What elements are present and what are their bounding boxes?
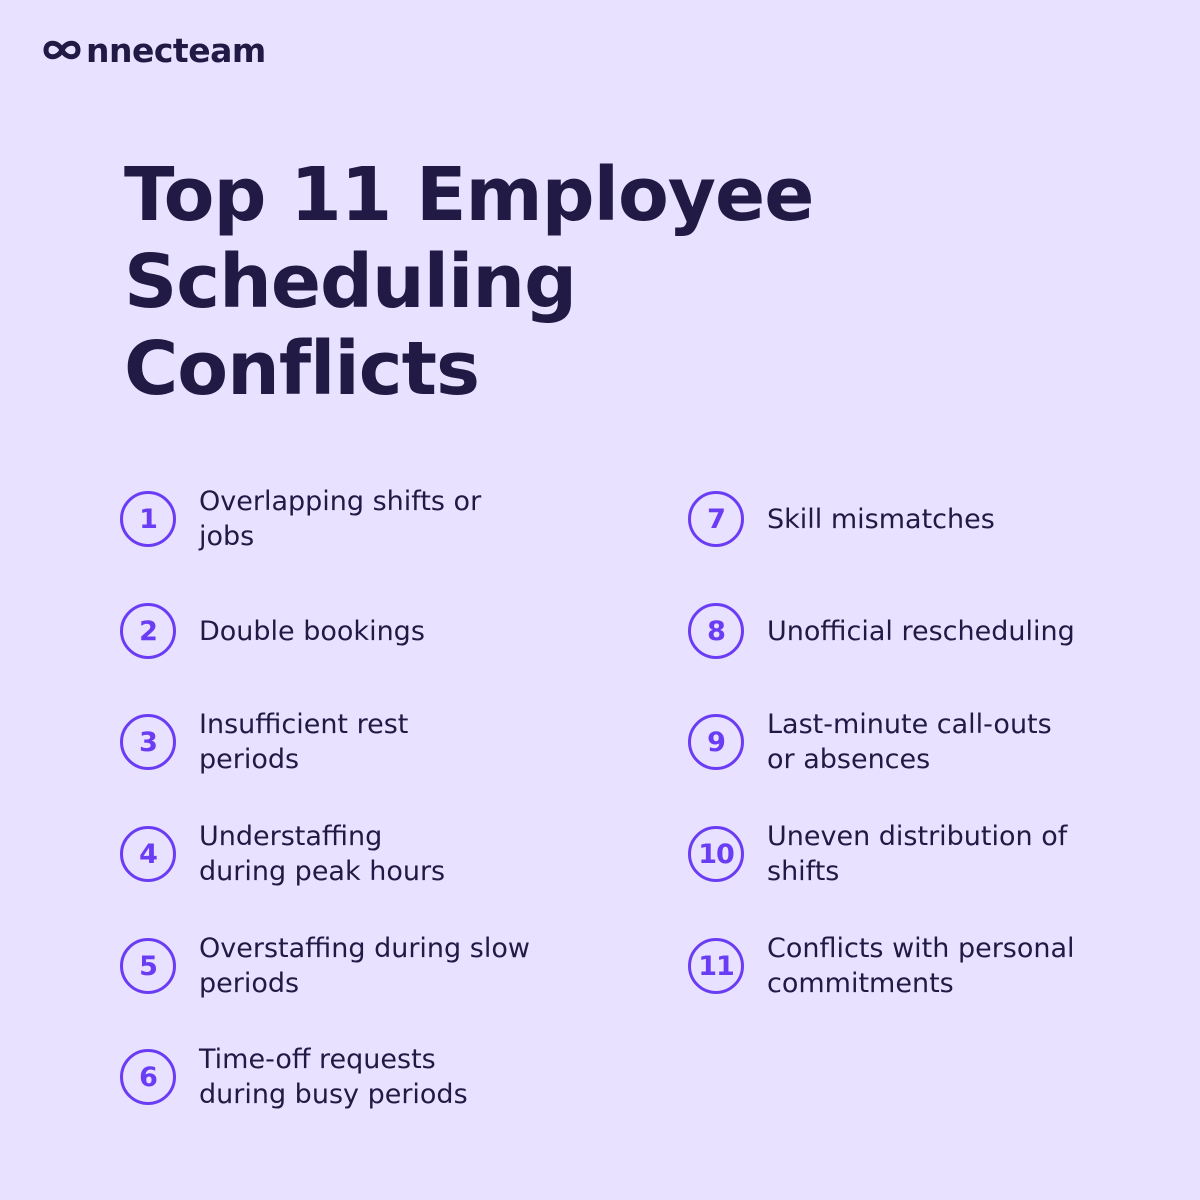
list-item bbox=[120, 709, 409, 775]
number-badge: 2 bbox=[120, 603, 176, 659]
list-item bbox=[120, 603, 425, 659]
number-badge: 7 bbox=[688, 491, 744, 547]
page-title bbox=[124, 152, 884, 413]
logo-wordmark: nnecteam bbox=[86, 30, 266, 70]
list-item bbox=[688, 821, 1068, 887]
number-badge: 8 bbox=[688, 603, 744, 659]
title-line: Top 11 Employee bbox=[124, 152, 814, 238]
list-item bbox=[120, 1044, 468, 1110]
connecteam-logo-icon bbox=[40, 35, 84, 65]
item-label: Uneven distribution of shifts bbox=[767, 821, 1068, 887]
list-item bbox=[688, 933, 1075, 999]
number-badge: 10 bbox=[688, 826, 744, 882]
number-badge: 5 bbox=[120, 938, 176, 994]
item-label: Insufficient rest periods bbox=[199, 709, 409, 775]
number-badge: 9 bbox=[688, 714, 744, 770]
item-label: Time-off requests during busy periods bbox=[199, 1044, 468, 1110]
item-label: Understaffing during peak hours bbox=[199, 821, 446, 887]
list-item bbox=[120, 821, 446, 887]
title-line: Conflicts bbox=[124, 326, 480, 412]
list-item bbox=[688, 709, 1052, 775]
number-badge: 3 bbox=[120, 714, 176, 770]
item-label: Overstaffing during slow periods bbox=[199, 933, 530, 999]
title-line: Scheduling bbox=[124, 239, 577, 325]
item-label: Overlapping shifts or jobs bbox=[199, 486, 482, 552]
list-item bbox=[688, 603, 1075, 659]
item-label: Double bookings bbox=[199, 615, 425, 647]
number-badge: 1 bbox=[120, 491, 176, 547]
item-label: Unofficial rescheduling bbox=[767, 615, 1075, 647]
list-item bbox=[120, 933, 530, 999]
item-label: Conflicts with personal commitments bbox=[767, 933, 1075, 999]
item-label: Last-minute call-outs or absences bbox=[767, 709, 1052, 775]
connecteam-logo bbox=[40, 28, 266, 72]
number-badge: 6 bbox=[120, 1049, 176, 1105]
list-item bbox=[120, 486, 482, 552]
number-badge: 11 bbox=[688, 938, 744, 994]
item-label: Skill mismatches bbox=[767, 503, 995, 535]
number-badge: 4 bbox=[120, 826, 176, 882]
list-item bbox=[688, 491, 995, 547]
